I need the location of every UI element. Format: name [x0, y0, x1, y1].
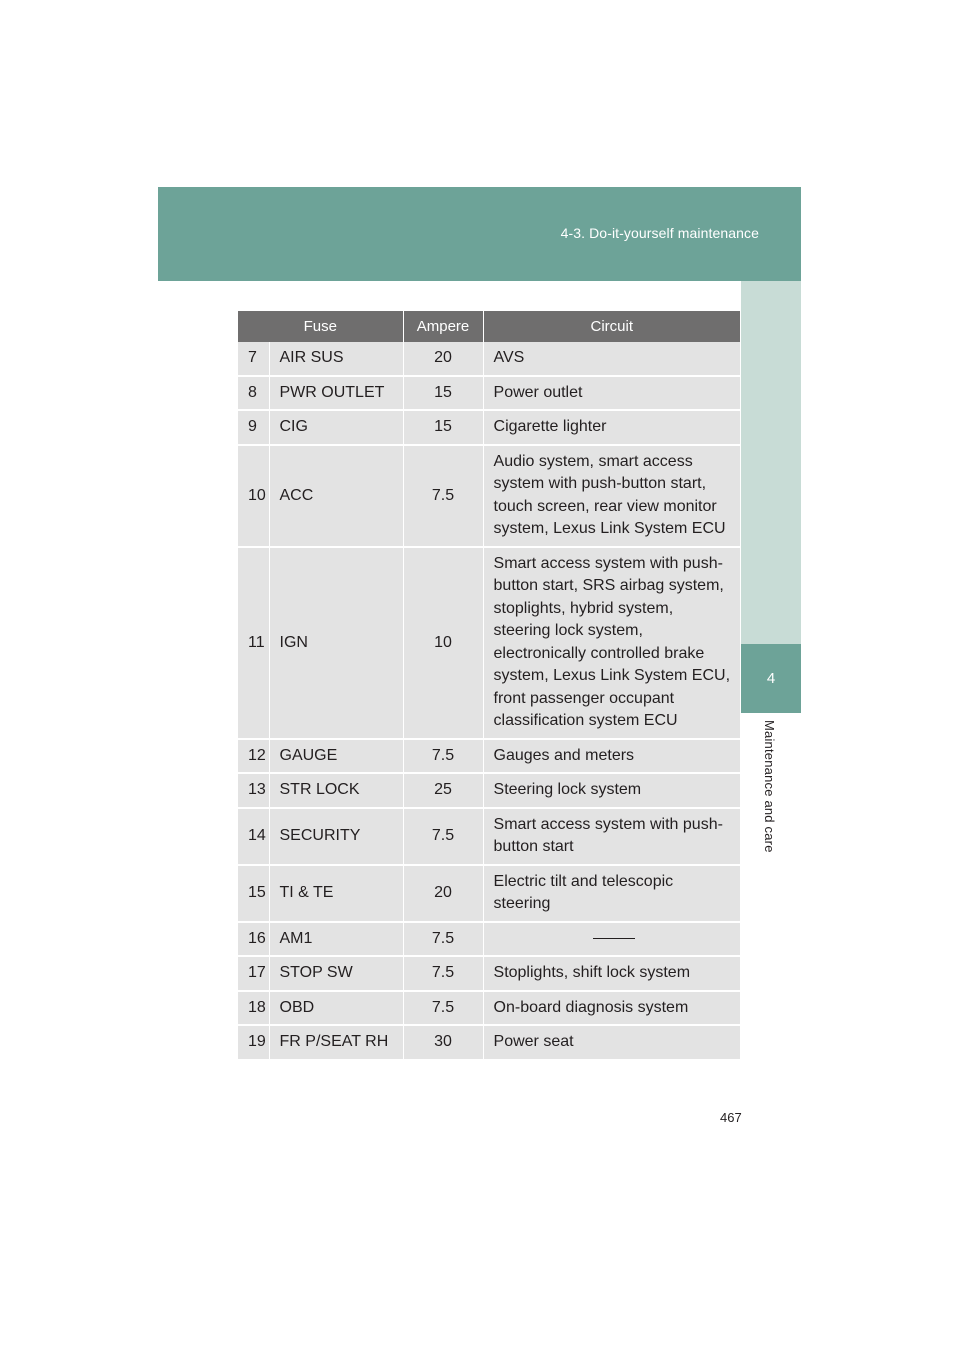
fuse-number: 9 — [238, 410, 269, 445]
table-row — [238, 808, 740, 865]
fuse-name: CIG — [269, 410, 403, 445]
fuse-circuit: Cigarette lighter — [483, 410, 740, 445]
fuse-circuit: AVS — [483, 342, 740, 376]
fuse-ampere: 25 — [403, 773, 483, 808]
fuse-number: 17 — [238, 956, 269, 991]
fuse-name: TI & TE — [269, 865, 403, 922]
table-row — [238, 342, 740, 376]
fuse-number: 18 — [238, 991, 269, 1026]
fuse-ampere: 20 — [403, 865, 483, 922]
fuse-name: ACC — [269, 445, 403, 547]
fuse-name: STR LOCK — [269, 773, 403, 808]
fuse-circuit: Audio system, smart access system with push-button start, touch screen, rear view monitor system, Lexus Link System ECU — [483, 445, 740, 547]
fuse-circuit: Electric tilt and telescopic steering — [483, 865, 740, 922]
fuse-name: PWR OUTLET — [269, 376, 403, 411]
fuse-table — [238, 311, 740, 1061]
fuse-name: SECURITY — [269, 808, 403, 865]
table-row — [238, 865, 740, 922]
fuse-name: AM1 — [269, 922, 403, 957]
fuse-circuit: Stoplights, shift lock system — [483, 956, 740, 991]
chapter-label: Maintenance and care — [762, 720, 777, 853]
no-circuit-dash — [593, 938, 635, 939]
fuse-number: 8 — [238, 376, 269, 411]
fuse-name: AIR SUS — [269, 342, 403, 376]
fuse-ampere: 30 — [403, 1025, 483, 1060]
table-row — [238, 410, 740, 445]
fuse-number: 12 — [238, 739, 269, 774]
fuse-name: STOP SW — [269, 956, 403, 991]
fuse-ampere: 7.5 — [403, 808, 483, 865]
fuse-ampere: 7.5 — [403, 445, 483, 547]
fuse-ampere: 15 — [403, 410, 483, 445]
fuse-ampere: 15 — [403, 376, 483, 411]
table-row — [238, 991, 740, 1026]
fuse-ampere: 7.5 — [403, 739, 483, 774]
fuse-circuit-none — [483, 922, 740, 957]
fuse-ampere: 7.5 — [403, 922, 483, 957]
fuse-circuit: Power seat — [483, 1025, 740, 1060]
fuse-name: OBD — [269, 991, 403, 1026]
table-row — [238, 922, 740, 957]
fuse-circuit: Power outlet — [483, 376, 740, 411]
fuse-number: 11 — [238, 547, 269, 739]
table-row — [238, 445, 740, 547]
fuse-name: GAUGE — [269, 739, 403, 774]
table-row — [238, 1025, 740, 1060]
fuse-ampere: 20 — [403, 342, 483, 376]
table-row — [238, 547, 740, 739]
fuse-circuit: Smart access system with push-button start — [483, 808, 740, 865]
table-row — [238, 773, 740, 808]
chapter-number: 4 — [741, 644, 801, 713]
fuse-number: 14 — [238, 808, 269, 865]
fuse-number: 19 — [238, 1025, 269, 1060]
fuse-ampere: 7.5 — [403, 956, 483, 991]
fuse-ampere: 7.5 — [403, 991, 483, 1026]
table-row — [238, 376, 740, 411]
fuse-number: 16 — [238, 922, 269, 957]
fuse-name: FR P/SEAT RH — [269, 1025, 403, 1060]
page-number: 467 — [720, 1110, 742, 1125]
column-header-fuse: Fuse — [238, 311, 403, 342]
table-row — [238, 739, 740, 774]
section-header — [158, 187, 801, 281]
fuse-number: 10 — [238, 445, 269, 547]
column-header-ampere: Ampere — [403, 311, 483, 342]
section-title: 4-3. Do-it-yourself maintenance — [560, 225, 759, 241]
table-row — [238, 956, 740, 991]
fuse-circuit: Smart access system with push-button start, SRS airbag system, stoplights, hybrid system, steering lock system, electronically controlled brake system, Lexus Link System ECU, front passenger occupant classification system ECU — [483, 547, 740, 739]
table-header-row — [238, 311, 740, 342]
fuse-number: 15 — [238, 865, 269, 922]
chapter-tab — [741, 281, 801, 713]
fuse-name: IGN — [269, 547, 403, 739]
fuse-number: 13 — [238, 773, 269, 808]
fuse-number: 7 — [238, 342, 269, 376]
column-header-circuit: Circuit — [483, 311, 740, 342]
fuse-circuit: On-board diagnosis system — [483, 991, 740, 1026]
fuse-circuit: Steering lock system — [483, 773, 740, 808]
fuse-ampere: 10 — [403, 547, 483, 739]
fuse-circuit: Gauges and meters — [483, 739, 740, 774]
